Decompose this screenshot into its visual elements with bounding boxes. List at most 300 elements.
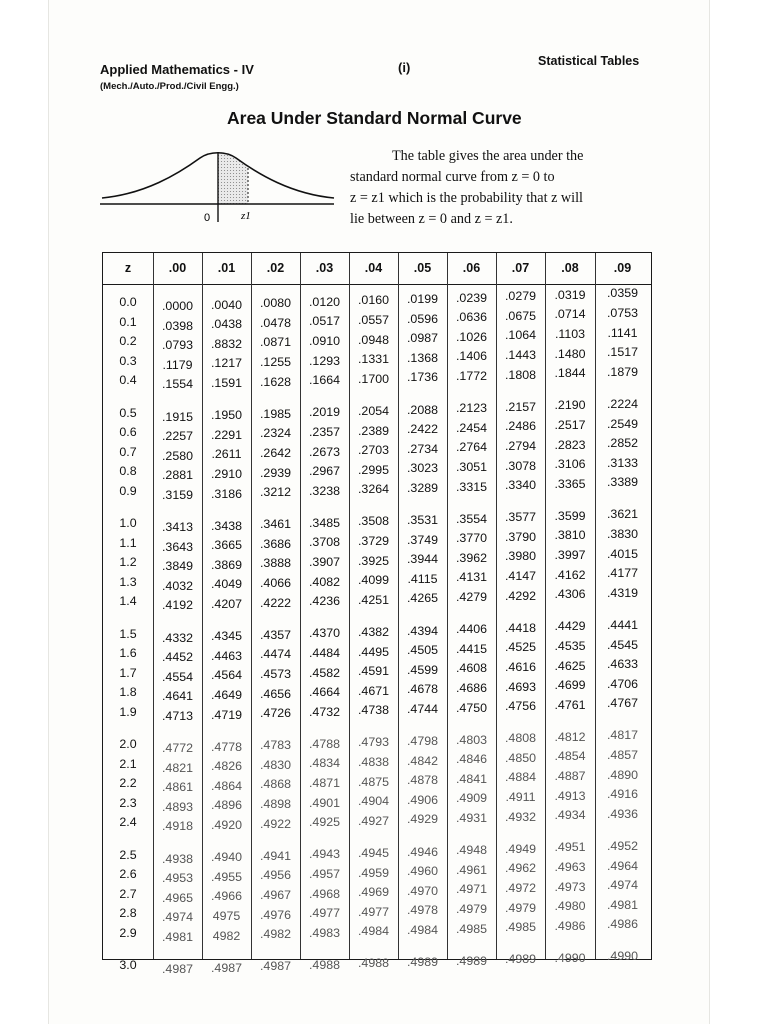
table-cell: .3238 bbox=[308, 483, 340, 498]
table-cell: .4798 bbox=[406, 734, 438, 748]
table-cell: .0359 bbox=[606, 286, 638, 301]
table-cell: .1844 bbox=[554, 366, 586, 381]
table-cell: .4943 bbox=[308, 847, 340, 862]
table-cell: .4967 bbox=[259, 887, 291, 902]
table-cell: .4956 bbox=[259, 868, 291, 883]
table-cell: .3340 bbox=[504, 478, 536, 493]
table-cell: .4147 bbox=[504, 569, 536, 583]
table-cell: .3413 bbox=[161, 520, 193, 534]
table-cell: .4961 bbox=[455, 862, 487, 877]
table-cell: .4952 bbox=[606, 838, 638, 853]
z-value: 2.6 bbox=[119, 867, 137, 882]
table-cell: .3944 bbox=[406, 552, 438, 567]
table-cell: .4841 bbox=[455, 771, 487, 786]
table-cell: .4957 bbox=[308, 866, 340, 881]
table-cell: .4989 bbox=[455, 953, 487, 968]
table-cell: .2703 bbox=[357, 443, 389, 458]
table-cell: .4719 bbox=[210, 707, 242, 722]
table-cell: .4484 bbox=[308, 645, 340, 660]
table-cell: .4911 bbox=[505, 790, 536, 804]
table-cell: .3106 bbox=[554, 457, 586, 472]
z-value: 0.1 bbox=[119, 314, 137, 329]
table-cell: .4977 bbox=[357, 904, 389, 919]
table-cell: .4929 bbox=[406, 812, 438, 827]
table-cell: .1406 bbox=[455, 349, 487, 364]
z-value: 0.8 bbox=[119, 464, 137, 479]
table-cell: .2517 bbox=[554, 417, 586, 432]
table-cell: .0793 bbox=[161, 338, 193, 353]
table-cell: .4778 bbox=[210, 739, 242, 754]
table-cell: .0714 bbox=[554, 307, 586, 322]
table-header-row bbox=[103, 253, 651, 285]
table-cell: .2734 bbox=[406, 441, 438, 456]
table-cell: .4406 bbox=[455, 622, 487, 637]
table-cell: .4699 bbox=[554, 678, 586, 693]
table-cell: .4854 bbox=[554, 749, 586, 764]
table-cell: .4573 bbox=[259, 666, 291, 681]
table-cell: .3389 bbox=[606, 475, 638, 490]
z-value: 2.4 bbox=[119, 815, 137, 830]
table-cell: .3997 bbox=[554, 548, 586, 562]
header-col: .02 bbox=[266, 261, 285, 275]
table-cell: .4049 bbox=[210, 577, 242, 592]
table-cell: .4987 bbox=[210, 960, 242, 975]
table-cell: .2764 bbox=[455, 440, 487, 455]
z-value: 2.2 bbox=[119, 776, 137, 791]
table-cell: .8832 bbox=[210, 336, 242, 351]
table-cell: .3289 bbox=[406, 480, 438, 495]
table-cell: .4345 bbox=[210, 629, 242, 644]
table-cell: .4987 bbox=[161, 962, 193, 976]
table-cell: .4693 bbox=[504, 679, 536, 694]
z-value: 0.0 bbox=[119, 295, 137, 309]
header-col: .00 bbox=[168, 261, 187, 275]
table-cell: .4983 bbox=[308, 925, 340, 940]
table-cell: .4986 bbox=[606, 917, 638, 932]
table-cell: .4495 bbox=[357, 644, 389, 659]
z-table bbox=[102, 252, 652, 976]
table-cell: .4082 bbox=[308, 574, 340, 589]
table-cell: .4099 bbox=[357, 573, 389, 588]
table-cell: .3849 bbox=[161, 559, 193, 574]
table-cell: .4927 bbox=[357, 813, 389, 828]
table-cell: .4931 bbox=[455, 811, 487, 825]
table-cell: .4265 bbox=[406, 591, 438, 606]
table-cell: .4732 bbox=[308, 704, 340, 719]
table-cell: .3962 bbox=[455, 550, 487, 565]
table-cell: .4890 bbox=[606, 767, 638, 782]
table-cell: .4332 bbox=[161, 630, 193, 645]
table-cell: .1255 bbox=[259, 355, 291, 369]
table-cell: .1217 bbox=[210, 356, 242, 371]
table-cell: .4949 bbox=[504, 841, 536, 856]
table-cell: .4756 bbox=[504, 699, 536, 714]
table-cell: .4875 bbox=[357, 774, 389, 789]
table-cell: .4987 bbox=[259, 959, 291, 974]
table-cell: .4649 bbox=[210, 687, 242, 702]
z-value: 2.9 bbox=[119, 925, 137, 940]
table-cell: .4979 bbox=[504, 900, 536, 915]
table-cell: .3508 bbox=[357, 514, 389, 529]
table-cell: .4986 bbox=[554, 918, 586, 933]
table-cell: .4960 bbox=[406, 864, 438, 879]
table-cell: .4838 bbox=[357, 755, 389, 769]
table-cell: .4901 bbox=[308, 795, 340, 810]
z-value: 2.1 bbox=[119, 756, 137, 771]
table-cell: .4452 bbox=[161, 650, 193, 665]
table-cell: .4973 bbox=[554, 879, 586, 894]
table-cell: .1736 bbox=[406, 370, 438, 385]
table-cell: .4904 bbox=[357, 794, 389, 809]
table-cell: .4878 bbox=[406, 773, 438, 788]
table-cell: .4616 bbox=[504, 659, 536, 674]
table-cell: .4984 bbox=[357, 924, 389, 939]
table-cell: .3438 bbox=[210, 518, 242, 533]
table-cell: .4415 bbox=[455, 641, 487, 656]
z-value: 1.8 bbox=[119, 685, 137, 700]
z-value: 2.5 bbox=[119, 847, 137, 862]
table-cell: .4319 bbox=[606, 585, 638, 600]
table-cell: .3980 bbox=[504, 549, 536, 564]
table-cell: .3686 bbox=[259, 536, 291, 551]
table-cell: .4985 bbox=[504, 920, 536, 935]
table-cell: .4955 bbox=[210, 869, 242, 884]
table-cell: .1103 bbox=[554, 327, 586, 341]
table-cell: .4292 bbox=[504, 588, 536, 603]
header-col: .08 bbox=[561, 261, 579, 275]
z-value: 0.7 bbox=[119, 444, 137, 459]
z-value: 1.3 bbox=[119, 574, 137, 589]
table-cell: .4980 bbox=[554, 899, 586, 914]
table-cell: .4953 bbox=[161, 871, 193, 886]
table-cell: .4925 bbox=[308, 815, 340, 830]
header-col: .04 bbox=[364, 261, 383, 275]
table-cell: .3621 bbox=[606, 507, 638, 522]
table-cell: .1985 bbox=[259, 406, 291, 421]
table-cell: .4066 bbox=[259, 576, 291, 590]
z-value: 0.5 bbox=[119, 405, 137, 420]
table-cell: .2939 bbox=[259, 465, 291, 480]
table-cell: .3264 bbox=[357, 482, 389, 497]
table-cell: .4985 bbox=[455, 921, 487, 936]
z-value: 0.6 bbox=[119, 425, 137, 440]
table-cell: .1368 bbox=[406, 350, 438, 365]
subject-title: Applied Mathematics - IV bbox=[100, 62, 254, 77]
table-cell: .4032 bbox=[161, 578, 193, 593]
table-cell: .3186 bbox=[210, 486, 242, 501]
table-cell: .3708 bbox=[308, 535, 340, 550]
table-cell: .4251 bbox=[357, 592, 389, 607]
table-cell: .1591 bbox=[210, 376, 242, 390]
table-cell: .4969 bbox=[357, 885, 389, 900]
z-value: 1.0 bbox=[119, 516, 137, 530]
table-cell: .4971 bbox=[455, 882, 487, 897]
table-cell: .4962 bbox=[504, 861, 536, 876]
table-cell: .4177 bbox=[606, 566, 638, 581]
table-cell: .1808 bbox=[504, 367, 536, 382]
table-cell: .4887 bbox=[554, 769, 586, 783]
z-value: 0.4 bbox=[119, 373, 137, 388]
z-value: 0.9 bbox=[119, 483, 137, 498]
table-cell: .4989 bbox=[504, 952, 536, 967]
table-cell: .2190 bbox=[554, 398, 586, 413]
table-cell: .0279 bbox=[504, 289, 536, 304]
table-cell: .1443 bbox=[504, 348, 536, 362]
table-cell: .4842 bbox=[406, 753, 438, 768]
table-cell: .3888 bbox=[259, 556, 291, 571]
table-cell: .4525 bbox=[504, 640, 536, 655]
table-cell: .4591 bbox=[357, 664, 389, 679]
table-cell: .4633 bbox=[606, 657, 638, 672]
table-cell: .3485 bbox=[308, 515, 340, 530]
table-cell: .4945 bbox=[357, 845, 389, 860]
z-value: 2.7 bbox=[119, 886, 137, 901]
table-cell: .1700 bbox=[357, 371, 389, 386]
origin-label: 0 bbox=[204, 212, 211, 224]
table-cell: .1950 bbox=[210, 408, 242, 423]
table-cell: .4884 bbox=[504, 770, 536, 785]
table-cell: .2019 bbox=[308, 405, 340, 420]
table-cell: .4916 bbox=[606, 787, 638, 802]
table-cell: .4115 bbox=[407, 571, 438, 586]
table-cell: .4972 bbox=[504, 880, 536, 895]
table-cell: .4988 bbox=[357, 956, 389, 971]
table-cell: .3810 bbox=[554, 528, 586, 543]
table-cell: .4382 bbox=[357, 624, 389, 639]
table-cell: .0987 bbox=[406, 331, 438, 346]
table-cell: .4982 bbox=[259, 927, 291, 942]
table-cell: .4821 bbox=[161, 760, 193, 775]
z-value: 1.7 bbox=[119, 665, 137, 680]
table-cell: .2794 bbox=[504, 438, 536, 453]
table-cell: .4834 bbox=[308, 756, 340, 771]
table-cell: .4940 bbox=[210, 850, 242, 865]
shaded-area bbox=[218, 152, 248, 204]
table-cell: .4706 bbox=[606, 676, 638, 691]
table-cell: .4964 bbox=[606, 858, 638, 873]
table-cell: .0871 bbox=[259, 335, 291, 350]
table-cell: .4826 bbox=[210, 759, 242, 774]
table-cell: .0080 bbox=[259, 296, 291, 311]
table-cell: .3315 bbox=[455, 479, 487, 494]
table-cell: .4979 bbox=[455, 901, 487, 916]
table-cell: .4981 bbox=[606, 897, 638, 912]
table-cell: .0557 bbox=[357, 313, 389, 327]
table-cell: .4788 bbox=[308, 736, 340, 751]
table-cell: .4868 bbox=[259, 777, 291, 792]
table-cell: 4982 bbox=[212, 928, 241, 943]
table-cell: .4664 bbox=[308, 685, 340, 700]
table-cell: .2291 bbox=[210, 427, 242, 442]
header-col: .05 bbox=[413, 261, 432, 275]
table-cell: .4864 bbox=[210, 778, 242, 793]
table-cell: .4850 bbox=[504, 750, 536, 765]
table-cell: .4394 bbox=[406, 623, 438, 638]
description-text bbox=[350, 146, 650, 230]
table-cell: .4793 bbox=[357, 735, 389, 750]
table-cell: .2642 bbox=[259, 445, 291, 460]
table-cell: .1141 bbox=[607, 325, 638, 340]
z-value: 1.2 bbox=[119, 555, 137, 570]
table-cell: .4505 bbox=[406, 643, 438, 658]
table-cell: .4131 bbox=[455, 570, 487, 585]
table-cell: .2995 bbox=[357, 462, 389, 477]
table-cell: .4948 bbox=[455, 843, 487, 858]
section-title: Statistical Tables bbox=[538, 54, 640, 68]
z-value: 0.2 bbox=[119, 334, 137, 349]
header-col: .06 bbox=[462, 261, 481, 275]
table-cell: .2881 bbox=[161, 468, 193, 483]
table-cell: .4941 bbox=[259, 848, 291, 863]
table-cell: .2823 bbox=[554, 437, 586, 452]
table-cell: .3554 bbox=[455, 511, 487, 526]
table-cell: .0517 bbox=[308, 314, 340, 329]
header-left bbox=[100, 62, 254, 92]
branches-subtitle: (Mech./Auto./Prod./Civil Engg.) bbox=[100, 81, 239, 92]
table-cell: .1915 bbox=[161, 409, 193, 424]
table-cell: .4965 bbox=[161, 890, 193, 905]
z-value: 1.5 bbox=[119, 626, 137, 641]
table-cell: .1064 bbox=[504, 328, 536, 343]
table-cell: .4474 bbox=[259, 647, 291, 662]
table-cell: .3461 bbox=[259, 517, 291, 532]
table-cell: .4207 bbox=[210, 597, 242, 611]
table-cell: .3729 bbox=[357, 534, 389, 548]
table-cell: .3023 bbox=[406, 461, 438, 476]
table-cell: .4990 bbox=[554, 950, 586, 965]
table-cell: .0120 bbox=[308, 294, 340, 309]
table-cell: .1179 bbox=[162, 357, 193, 372]
table-cell: .4893 bbox=[161, 799, 193, 814]
table-cell: .4726 bbox=[259, 706, 291, 721]
table-cell: .4968 bbox=[308, 886, 340, 901]
table-cell: .0319 bbox=[554, 287, 586, 302]
table-cell: .0478 bbox=[259, 315, 291, 330]
header-col: .07 bbox=[511, 261, 530, 275]
table-cell: .4582 bbox=[308, 665, 340, 680]
table-cell: .4441 bbox=[606, 617, 638, 632]
table-cell: .3599 bbox=[554, 508, 586, 523]
header-col: .01 bbox=[217, 261, 236, 275]
table-cell: .4920 bbox=[210, 818, 242, 832]
table-cell: .0239 bbox=[455, 290, 487, 305]
table-cell: .1026 bbox=[455, 329, 487, 344]
table-cell: .4988 bbox=[308, 957, 340, 972]
table-cell: .1772 bbox=[455, 369, 487, 383]
table-cell: .4279 bbox=[455, 590, 487, 604]
table-cell: .4418 bbox=[504, 620, 536, 635]
table-cell: .4951 bbox=[554, 840, 586, 855]
table-cell: .4554 bbox=[161, 669, 193, 684]
table-cell: .3051 bbox=[455, 459, 487, 474]
z1-label: z1 bbox=[241, 210, 251, 222]
table-cell: .4222 bbox=[259, 595, 291, 610]
table-cell: .4738 bbox=[357, 703, 389, 718]
table-cell: .4984 bbox=[406, 922, 438, 937]
table-cell: .2088 bbox=[406, 402, 438, 417]
table-cell: .0636 bbox=[455, 310, 487, 325]
table-cell: .4963 bbox=[554, 859, 586, 874]
table-cell: .2549 bbox=[606, 416, 638, 431]
table-cell: .3907 bbox=[308, 555, 340, 569]
table-cell: .1517 bbox=[606, 345, 638, 360]
table-cell: .2224 bbox=[606, 396, 638, 411]
table-cell: .4357 bbox=[259, 627, 291, 642]
table-cell: .2486 bbox=[504, 419, 536, 434]
table-cell: .4906 bbox=[406, 792, 438, 807]
table-cell: .3133 bbox=[606, 455, 638, 470]
table-cell: .4656 bbox=[259, 686, 291, 701]
table-cell: .4803 bbox=[455, 732, 487, 747]
table-cell: .2422 bbox=[406, 422, 438, 437]
description-line-4: lie between z = 0 and z = z1. bbox=[350, 211, 513, 227]
table-cell: .3869 bbox=[210, 557, 242, 572]
table-cell: .4808 bbox=[504, 731, 536, 746]
table-cell: .4932 bbox=[504, 809, 536, 824]
table-cell: .0753 bbox=[606, 306, 638, 320]
z-value: 2.0 bbox=[119, 737, 137, 751]
description-line-1: The table gives the area under the bbox=[392, 148, 584, 164]
table-cell: .3770 bbox=[455, 531, 487, 546]
table-cell: .4978 bbox=[406, 903, 438, 918]
table-cell: .4306 bbox=[554, 587, 586, 602]
table-cell: .1879 bbox=[606, 364, 638, 379]
table-cell: .3643 bbox=[161, 539, 193, 554]
table-cell: .4772 bbox=[161, 741, 193, 755]
z-value: 0.3 bbox=[119, 353, 137, 368]
table-cell: .2611 bbox=[211, 447, 242, 462]
table-cell: .4846 bbox=[455, 752, 487, 767]
table-cell: .4934 bbox=[554, 808, 586, 823]
table-cell: .4976 bbox=[259, 907, 291, 922]
table-cell: .4783 bbox=[259, 738, 291, 753]
table-cell: .4192 bbox=[161, 598, 193, 613]
z-value: 1.9 bbox=[119, 704, 137, 719]
table-cell: .4535 bbox=[554, 638, 586, 653]
table-cell: .4974 bbox=[161, 910, 193, 925]
table-cell: .4641 bbox=[161, 689, 193, 704]
table-cell: .4974 bbox=[606, 878, 638, 893]
table-cell: .4370 bbox=[308, 626, 340, 641]
table-cell: .4918 bbox=[161, 819, 193, 834]
header-col: .03 bbox=[315, 261, 334, 275]
table-cell: .4545 bbox=[606, 637, 638, 652]
table-cell: .4861 bbox=[161, 780, 193, 795]
z-value: 3.0 bbox=[119, 958, 137, 972]
table-cell: .1293 bbox=[308, 353, 340, 368]
table-cell: .3830 bbox=[606, 527, 638, 541]
table-cell: .2357 bbox=[308, 424, 340, 439]
table-cell: .4713 bbox=[161, 708, 193, 723]
table-cell: .4750 bbox=[455, 700, 487, 715]
table-cell: .4015 bbox=[606, 546, 638, 561]
table-cell: .4608 bbox=[455, 661, 487, 676]
table-cell: .3577 bbox=[504, 510, 536, 525]
table-cell: .0948 bbox=[357, 332, 389, 347]
table-cell: .4830 bbox=[259, 757, 291, 772]
table-cell: .4989 bbox=[406, 955, 438, 969]
page-title: Area Under Standard Normal Curve bbox=[227, 108, 522, 128]
table-cell: .3665 bbox=[210, 538, 242, 553]
table-cell: .4761 bbox=[554, 697, 586, 712]
table-cell: .3790 bbox=[504, 529, 536, 544]
table-cell: .1554 bbox=[161, 377, 193, 392]
z-value: 2.3 bbox=[119, 795, 137, 810]
z-value: 1.4 bbox=[119, 594, 137, 609]
table-cell: .0675 bbox=[504, 308, 536, 323]
table-cell: .2389 bbox=[357, 423, 389, 438]
table-cell: .4429 bbox=[554, 619, 586, 634]
